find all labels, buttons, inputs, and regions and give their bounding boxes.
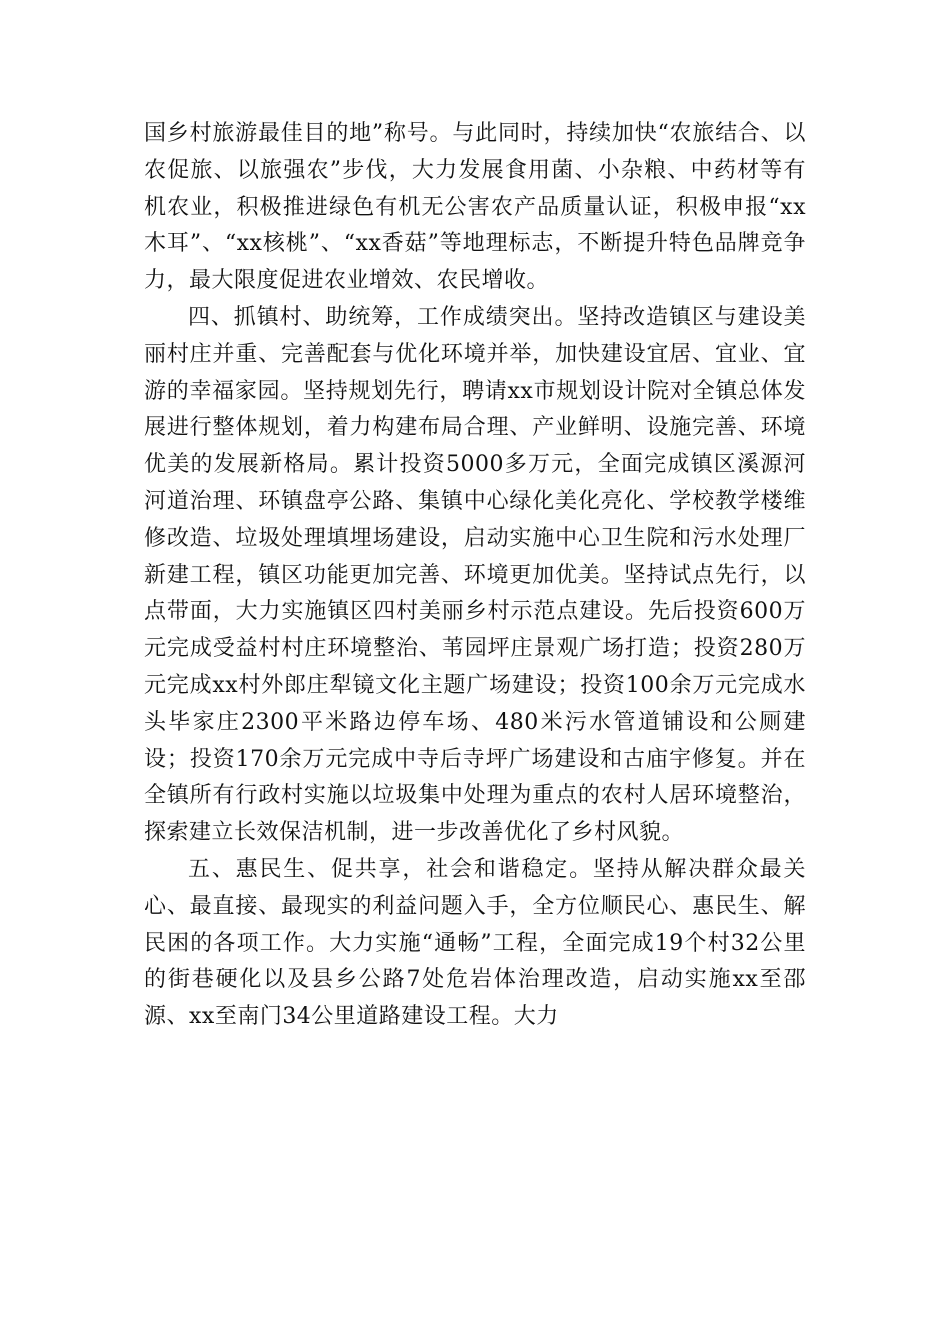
paragraph-tourism-agriculture: 国乡村旅游最佳目的地”称号。与此同时，持续加快“农旅结合、以农促旅、以旅强农”步伐，大力发展食用菌、小杂粮、中药材等有机农业，积极推进绿色有机无公害农产品质量认证，积极申报“xx木耳”、“xx核桃”、“xx香菇”等地理标志，不断提升特色品牌竞争力，最大限度促进农业增效、农民增收。 — [144, 121, 806, 294]
paragraph-town-village-construction: 四、抓镇村、助统筹，工作成绩突出。坚持改造镇区与建设美丽村庄并重、完善配套与优化环境并举，加快建设宜居、宜业、宜游的幸福家园。坚持规划先行，聘请xx市规划设计院对全镇总体发展进行整体规划，着力构建布局合理、产业鲜明、设施完善、环境优美的发展新格局。累计投资5000多万元，全面完成镇区溪源河河道治理、环镇盘亭公路、集镇中心绿化美化亮化、学校教学楼维修改造、垃圾处理填埋场建设，启动实施中心卫生院和污水处理厂新建工程，镇区功能更加完善、环境更加优美。坚持试点先行，以点带面，大力实施镇区四村美丽乡村示范点建设。先后投资600万元完成受益村村庄环境整治、苇园坪庄景观广场打造；投资280万元完成xx村外郎庄犁镜文化主题广场建设；投资100余万元完成水头毕家庄2300平米路边停车场、480米污水管道铺设和公厕建设；投资170余万元完成中寺后寺坪广场建设和古庙宇修复。并在全镇所有行政村实施以垃圾集中处理为重点的农村人居环境整治，探索建立长效保洁机制，进一步改善优化了乡村风貌。 — [144, 304, 806, 846]
document-page — [144, 116, 806, 1036]
paragraph-livelihood-harmony: 五、惠民生、促共享，社会和谐稳定。坚持从解决群众最关心、最直接、最现实的利益问题入手，全方位顺民心、惠民生、解民困的各项工作。大力实施“通畅”工程，全面完成19个村32公里的街巷硬化以及县乡公路7处危岩体治理改造，启动实施xx至邵源、xx至南门34公里道路建设工程。大力 — [144, 856, 806, 1030]
